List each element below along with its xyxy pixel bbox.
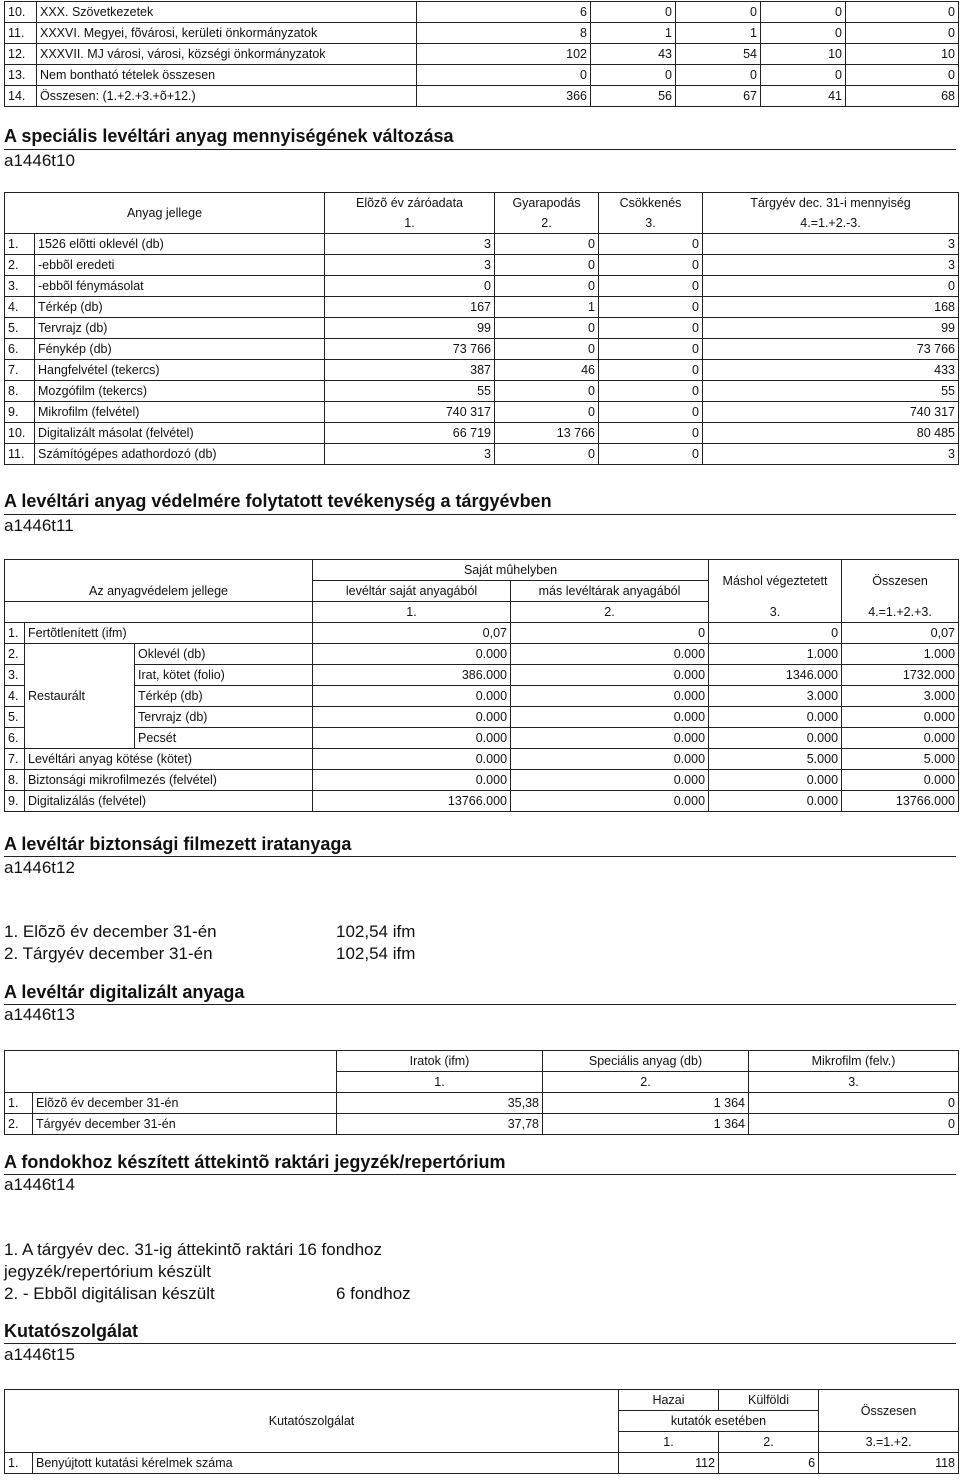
row-value: 0 xyxy=(591,2,676,23)
row-label: Hangfelvétel (tekercs) xyxy=(35,360,325,381)
row-value: 10 xyxy=(846,44,959,65)
row-value: 0 xyxy=(495,444,599,465)
table-continuation xyxy=(4,1,959,107)
row-value: 5.000 xyxy=(709,749,842,770)
row-value: 0 xyxy=(749,1114,959,1135)
row-value: 0 xyxy=(599,339,703,360)
security-film-label-2: 2. Tárgyév december 31-én xyxy=(4,944,213,963)
header-num-4: 4.=1.+2.-3. xyxy=(703,213,959,234)
row-value: 387 xyxy=(325,360,495,381)
row-value: 0,07 xyxy=(842,623,959,644)
row-value: 0 xyxy=(599,297,703,318)
header-domestic: Hazai xyxy=(619,1390,719,1411)
row-value: 0 xyxy=(599,402,703,423)
header-num-3: 3. xyxy=(749,1072,959,1093)
table-code-t11: a1446t11 xyxy=(4,516,74,535)
restored-group-label xyxy=(25,644,135,749)
header-total: Összesen xyxy=(842,560,959,602)
row-value: 1732.000 xyxy=(842,665,959,686)
row-value: 1 xyxy=(495,297,599,318)
table-row xyxy=(5,423,959,444)
row-value: 0.000 xyxy=(511,686,709,707)
row-value: 112 xyxy=(619,1453,719,1474)
table-preservation xyxy=(4,559,959,812)
title-rule xyxy=(4,1343,956,1344)
row-value: 5.000 xyxy=(842,749,959,770)
row-value: 37,78 xyxy=(337,1114,543,1135)
table-digitized xyxy=(4,1050,959,1135)
row-value: 13766.000 xyxy=(842,791,959,812)
row-label: Mikrofilm (felvétel) xyxy=(35,402,325,423)
row-value: 66 719 xyxy=(325,423,495,444)
row-value: 0 xyxy=(846,23,959,44)
row-number: 2. xyxy=(5,1114,33,1135)
header-jellege: Anyag jellege xyxy=(5,193,325,234)
table-special-material xyxy=(4,192,959,465)
row-value: 68 xyxy=(846,86,959,107)
row-label: Digitalizált másolat (felvétel) xyxy=(35,423,325,444)
row-value: 1.000 xyxy=(842,644,959,665)
title-rule xyxy=(4,149,956,150)
header-special: Speciális anyag (db) xyxy=(543,1051,749,1072)
row-label: Digitalizálás (felvétel) xyxy=(25,791,313,812)
row-value: 3 xyxy=(325,444,495,465)
row-number: 11. xyxy=(5,444,35,465)
row-label: Tervrajz (db) xyxy=(135,707,313,728)
row-value: 0 xyxy=(495,339,599,360)
row-value: 1 364 xyxy=(543,1114,749,1135)
table-code-t15: a1446t15 xyxy=(4,1345,75,1364)
title-rule xyxy=(4,1004,956,1005)
row-number: 1. xyxy=(5,234,35,255)
row-value: 0 xyxy=(599,276,703,297)
row-value: 740 317 xyxy=(325,402,495,423)
table-code-t12: a1446t12 xyxy=(4,858,75,877)
row-number: 10. xyxy=(5,2,37,23)
row-label: Számítógépes adathordozó (db) xyxy=(35,444,325,465)
table-row xyxy=(5,339,959,360)
row-value: 0 xyxy=(511,623,709,644)
header-blank xyxy=(5,1051,337,1093)
header-own-material: levéltár saját anyagából xyxy=(313,581,511,602)
row-value: 0.000 xyxy=(511,644,709,665)
row-value: 0.000 xyxy=(313,707,511,728)
header-own-workshop: Saját mûhelyben xyxy=(313,560,709,581)
row-value: 0.000 xyxy=(709,728,842,749)
section-title-t11: A levéltári anyag védelmére folytatott tevékenység a tárgyévben xyxy=(4,491,552,511)
row-value: 740 317 xyxy=(703,402,959,423)
row-label: Levéltári anyag kötése (kötet) xyxy=(25,749,313,770)
table-row xyxy=(5,749,959,770)
row-value: 0.000 xyxy=(511,791,709,812)
row-value: 0.000 xyxy=(511,770,709,791)
row-value: 3 xyxy=(325,255,495,276)
table-row xyxy=(5,665,959,686)
row-value: 0.000 xyxy=(511,707,709,728)
row-value: 0.000 xyxy=(842,770,959,791)
row-value: 10 xyxy=(761,44,846,65)
row-value: 0 xyxy=(846,65,959,86)
row-value: 0 xyxy=(495,234,599,255)
header-total: Összesen xyxy=(819,1390,959,1432)
header-num-3: 3.=1.+2. xyxy=(819,1432,959,1453)
section-title-t13: A levéltár digitalizált anyaga xyxy=(4,982,245,1002)
header-decrease: Csökkenés xyxy=(599,193,703,214)
row-label: XXX. Szövetkezetek xyxy=(37,2,417,23)
repertory-line-1b: jegyzék/repertórium készült xyxy=(4,1262,211,1281)
row-value: 0 xyxy=(495,318,599,339)
table-row xyxy=(5,1114,959,1135)
header-num-1: 1. xyxy=(313,602,511,623)
row-label: Térkép (db) xyxy=(135,686,313,707)
row-value: 0.000 xyxy=(511,728,709,749)
header-research-label: Kutatószolgálat xyxy=(5,1390,619,1453)
row-value: 6 xyxy=(719,1453,819,1474)
row-value: 99 xyxy=(325,318,495,339)
section-title-t10: A speciális levéltári anyag mennyiségének változása xyxy=(4,126,454,146)
header-other-material: más levéltárak anyagából xyxy=(511,581,709,602)
security-film-value-2: 102,54 ifm xyxy=(336,944,416,963)
row-value: 0.000 xyxy=(313,770,511,791)
row-value: 1346.000 xyxy=(709,665,842,686)
row-number: 9. xyxy=(5,402,35,423)
table-row xyxy=(5,623,959,644)
row-number: 5. xyxy=(5,318,35,339)
row-value: 3 xyxy=(703,444,959,465)
row-value: 167 xyxy=(325,297,495,318)
row-number: 7. xyxy=(5,360,35,381)
row-value: 41 xyxy=(761,86,846,107)
row-value: 0 xyxy=(749,1093,959,1114)
row-value: 0 xyxy=(676,65,761,86)
header-num-2: 2. xyxy=(495,213,599,234)
table-row xyxy=(5,297,959,318)
section-title-t14: A fondokhoz készített áttekintõ raktári jegyzék/repertórium xyxy=(4,1152,506,1172)
row-value: 46 xyxy=(495,360,599,381)
title-rule xyxy=(4,856,956,857)
table-row xyxy=(5,318,959,339)
table-row xyxy=(5,1093,959,1114)
row-label: Tervrajz (db) xyxy=(35,318,325,339)
row-number: 8. xyxy=(5,381,35,402)
row-value: 0 xyxy=(495,381,599,402)
row-number: 3. xyxy=(5,665,25,686)
row-value: 0 xyxy=(599,360,703,381)
row-value: 0 xyxy=(709,623,842,644)
row-label: Pecsét xyxy=(135,728,313,749)
row-label: Fénykép (db) xyxy=(35,339,325,360)
row-value: 55 xyxy=(325,381,495,402)
row-value: 3 xyxy=(703,255,959,276)
row-value: 67 xyxy=(676,86,761,107)
header-documents: Iratok (ifm) xyxy=(337,1051,543,1072)
row-number: 5. xyxy=(5,707,25,728)
row-value: 80 485 xyxy=(703,423,959,444)
row-value: 0,07 xyxy=(313,623,511,644)
title-rule xyxy=(4,514,956,515)
row-value: 0 xyxy=(599,444,703,465)
row-value: 6 xyxy=(417,2,591,23)
row-value: 0.000 xyxy=(313,644,511,665)
header-num-4: 4.=1.+2.+3. xyxy=(842,602,959,623)
row-value: 0 xyxy=(417,65,591,86)
row-label: Összesen: (1.+2.+3.+õ+12.) xyxy=(37,86,417,107)
table-row xyxy=(5,444,959,465)
row-number: 13. xyxy=(5,65,37,86)
row-value: 0 xyxy=(599,234,703,255)
row-label: Mozgófilm (tekercs) xyxy=(35,381,325,402)
row-number: 4. xyxy=(5,297,35,318)
row-value: 0 xyxy=(676,2,761,23)
row-value: 0.000 xyxy=(709,707,842,728)
table-code-t10: a1446t10 xyxy=(4,151,75,170)
header-current: Tárgyév dec. 31-i mennyiség xyxy=(703,193,959,214)
row-number: 12. xyxy=(5,44,37,65)
header-num-1: 1. xyxy=(337,1072,543,1093)
security-film-value-1: 102,54 ifm xyxy=(336,922,416,941)
header-num-1: 1. xyxy=(619,1432,719,1453)
row-value: 0.000 xyxy=(842,728,959,749)
row-value: 102 xyxy=(417,44,591,65)
row-number: 4. xyxy=(5,686,25,707)
row-value: 0.000 xyxy=(313,728,511,749)
row-value: 168 xyxy=(703,297,959,318)
table-code-t13: a1446t13 xyxy=(4,1005,75,1024)
header-blank xyxy=(5,602,313,623)
row-label: Nem bontható tételek összesen xyxy=(37,65,417,86)
row-label: -ebbõl eredeti xyxy=(35,255,325,276)
section-title-t12: A levéltár biztonsági filmezett iratanyaga xyxy=(4,834,352,854)
row-value: 3 xyxy=(703,234,959,255)
row-value: 366 xyxy=(417,86,591,107)
table-row xyxy=(5,276,959,297)
table-row xyxy=(5,44,959,65)
row-value: 0 xyxy=(325,276,495,297)
row-value: 3.000 xyxy=(709,686,842,707)
row-number: 6. xyxy=(5,339,35,360)
table-row xyxy=(5,2,959,23)
table-row xyxy=(5,65,959,86)
row-value: 0 xyxy=(703,276,959,297)
row-value: 1 364 xyxy=(543,1093,749,1114)
row-number: 7. xyxy=(5,749,25,770)
header-num-2: 2. xyxy=(719,1432,819,1453)
header-growth: Gyarapodás xyxy=(495,193,599,214)
header-prev-year: Elõzõ év záróadata xyxy=(325,193,495,214)
row-value: 118 xyxy=(819,1453,959,1474)
row-number: 2. xyxy=(5,255,35,276)
row-value: 0 xyxy=(761,23,846,44)
title-rule xyxy=(4,1174,956,1175)
table-row xyxy=(5,791,959,812)
row-value: 0 xyxy=(591,65,676,86)
table-row xyxy=(5,381,959,402)
section-title-t15: Kutatószolgálat xyxy=(4,1321,139,1341)
row-value: 8 xyxy=(417,23,591,44)
table-row xyxy=(5,686,959,707)
table-row xyxy=(5,770,959,791)
row-value: 0 xyxy=(495,255,599,276)
row-value: 56 xyxy=(591,86,676,107)
row-number: 11. xyxy=(5,23,37,44)
row-label: Tárgyév december 31-én xyxy=(33,1114,337,1135)
repertory-value-2: 6 fondhoz xyxy=(336,1284,411,1303)
row-number: 9. xyxy=(5,791,25,812)
row-value: 73 766 xyxy=(703,339,959,360)
row-value: 0.000 xyxy=(313,686,511,707)
security-film-label-1: 1. Elõzõ év december 31-én xyxy=(4,922,217,941)
table-research xyxy=(4,1389,959,1474)
row-value: 99 xyxy=(703,318,959,339)
repertory-line-1: 1. A tárgyév dec. 31-ig áttekintõ raktári 16 fondhoz xyxy=(4,1240,383,1259)
header-num-3: 3. xyxy=(599,213,703,234)
row-value: 0 xyxy=(761,65,846,86)
row-value: 1 xyxy=(676,23,761,44)
row-value: 0.000 xyxy=(709,791,842,812)
row-label: Oklevél (db) xyxy=(135,644,313,665)
row-value: 35,38 xyxy=(337,1093,543,1114)
header-num-1: 1. xyxy=(325,213,495,234)
row-value: 0 xyxy=(599,423,703,444)
row-value: 13 766 xyxy=(495,423,599,444)
row-value: 1 xyxy=(591,23,676,44)
row-label: Térkép (db) xyxy=(35,297,325,318)
header-jellege: Az anyagvédelem jellege xyxy=(5,560,313,602)
row-label: XXXVI. Megyei, fõvárosi, kerületi önkormányzatok xyxy=(37,23,417,44)
row-number: 6. xyxy=(5,728,25,749)
row-label: Irat, kötet (folio) xyxy=(135,665,313,686)
row-value: 3.000 xyxy=(842,686,959,707)
row-value: 13766.000 xyxy=(313,791,511,812)
row-value: 0 xyxy=(761,2,846,23)
table-code-t14: a1446t14 xyxy=(4,1175,75,1194)
row-value: 0.000 xyxy=(313,749,511,770)
header-num-2: 2. xyxy=(511,602,709,623)
row-number: 1. xyxy=(5,623,25,644)
header-foreign: Külföldi xyxy=(719,1390,819,1411)
row-value: 54 xyxy=(676,44,761,65)
table-row xyxy=(5,234,959,255)
row-value: 0.000 xyxy=(709,770,842,791)
row-value: 386.000 xyxy=(313,665,511,686)
repertory-label-2: 2. - Ebbõl digitálisan készült xyxy=(4,1284,215,1303)
table-row xyxy=(5,255,959,276)
header-num-3: 3. xyxy=(709,602,842,623)
row-value: 0 xyxy=(599,318,703,339)
header-elsewhere: Máshol végeztetett xyxy=(709,560,842,602)
table-row xyxy=(5,728,959,749)
row-label: 1526 elõtti oklevél (db) xyxy=(35,234,325,255)
table-row xyxy=(5,707,959,728)
row-value: 3 xyxy=(325,234,495,255)
row-number: 1. xyxy=(5,1453,33,1474)
table-row xyxy=(5,402,959,423)
row-value: 73 766 xyxy=(325,339,495,360)
table-row xyxy=(5,86,959,107)
row-number: 10. xyxy=(5,423,35,444)
row-value: 0.000 xyxy=(842,707,959,728)
table-row xyxy=(5,360,959,381)
table-row xyxy=(5,23,959,44)
row-label: Biztonsági mikrofilmezés (felvétel) xyxy=(25,770,313,791)
row-number: 3. xyxy=(5,276,35,297)
row-value: 55 xyxy=(703,381,959,402)
row-label: XXXVII. MJ városi, városi, községi önkormányzatok xyxy=(37,44,417,65)
header-num-2: 2. xyxy=(543,1072,749,1093)
row-value: 0.000 xyxy=(511,749,709,770)
table-row xyxy=(5,644,959,665)
row-value: 0 xyxy=(599,255,703,276)
row-value: 433 xyxy=(703,360,959,381)
row-number: 1. xyxy=(5,1093,33,1114)
row-label: Elõzõ év december 31-én xyxy=(33,1093,337,1114)
restored-group-text: Restaurált xyxy=(28,689,85,703)
header-researchers: kutatók esetében xyxy=(619,1411,819,1432)
row-number: 2. xyxy=(5,644,25,665)
row-value: 0 xyxy=(599,381,703,402)
row-value: 1.000 xyxy=(709,644,842,665)
header-microfilm: Mikrofilm (felv.) xyxy=(749,1051,959,1072)
row-label: Benyújtott kutatási kérelmek száma xyxy=(33,1453,619,1474)
row-value: 43 xyxy=(591,44,676,65)
row-value: 0.000 xyxy=(511,665,709,686)
row-value: 0 xyxy=(846,2,959,23)
row-label: Fertõtlenített (ifm) xyxy=(25,623,313,644)
row-value: 0 xyxy=(495,276,599,297)
row-number: 14. xyxy=(5,86,37,107)
row-value: 0 xyxy=(495,402,599,423)
row-label: -ebbõl fénymásolat xyxy=(35,276,325,297)
table-row xyxy=(5,1453,959,1474)
row-number: 8. xyxy=(5,770,25,791)
